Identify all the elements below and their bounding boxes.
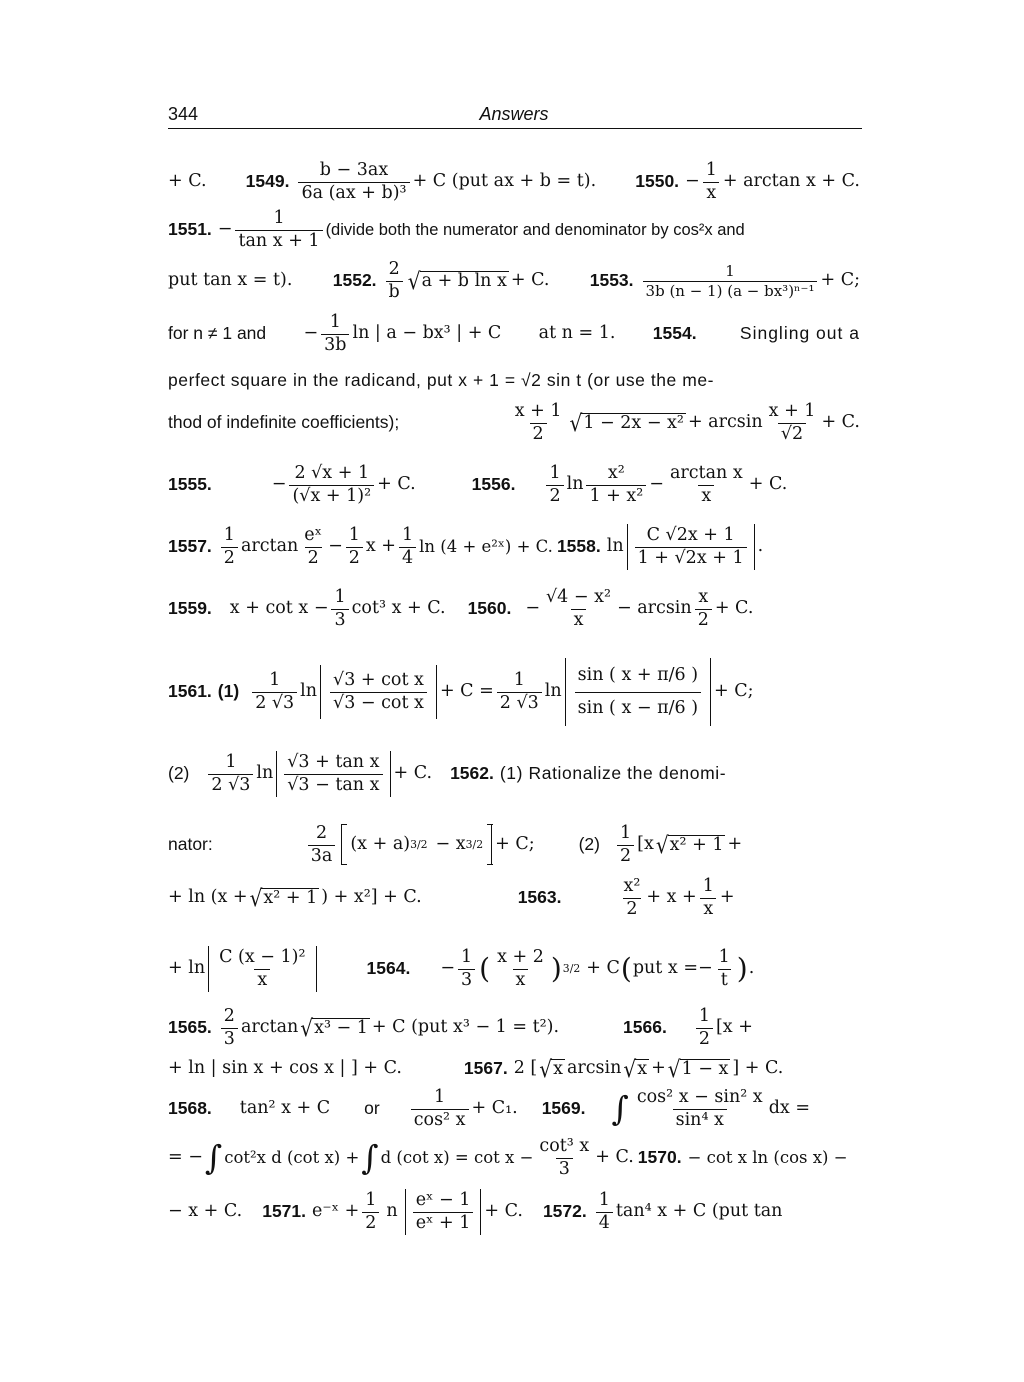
answer-number: 1568.: [168, 1098, 212, 1119]
text: + C.: [595, 1147, 634, 1168]
denominator: tan x + 1: [235, 230, 322, 251]
denominator: b: [386, 281, 403, 302]
text: + C.: [484, 1201, 523, 1222]
line-17: [168, 1084, 860, 1134]
numerator: √3 + tan x: [287, 752, 380, 773]
denominator: eˣ + 1: [413, 1212, 474, 1233]
text: e⁻ˣ +: [312, 1201, 360, 1222]
fraction: [411, 1088, 469, 1130]
text: arcsin: [566, 1058, 622, 1079]
radicand: 1 − 2x − x²: [583, 412, 684, 433]
text: −: [697, 958, 713, 979]
radicand: a + b ln x: [421, 270, 507, 291]
text: (1): [217, 681, 240, 702]
answer-1549: [246, 161, 597, 203]
numerator: x + 1: [514, 401, 562, 422]
numerator: 1: [273, 208, 285, 229]
text: + C: [586, 958, 620, 979]
answer-number: 1561.: [168, 681, 212, 702]
text: (x + a): [350, 834, 411, 855]
text: −: [328, 536, 343, 557]
radicand: x³ − 1: [314, 1017, 368, 1038]
numerator: 2: [223, 1006, 235, 1027]
denominator: cos² x: [411, 1109, 469, 1130]
fraction: [321, 313, 349, 355]
fraction: [298, 161, 409, 203]
line-16: [168, 1054, 860, 1084]
line-6: [168, 396, 860, 450]
line-9: [168, 584, 860, 634]
text: + C₁.: [471, 1098, 518, 1119]
answer-number: 1558.: [556, 536, 601, 557]
text: ln (4 + e²ˣ) + C.: [419, 536, 553, 556]
numerator: 1: [549, 463, 561, 484]
numerator: 1: [401, 525, 414, 546]
numerator: x + 1: [768, 401, 816, 422]
text: + ln | sin x + cos x | ] + C.: [168, 1058, 402, 1079]
denominator: 1 + √2x + 1: [635, 547, 747, 568]
denominator: 2 √3: [208, 774, 253, 795]
running-head: Answers: [479, 104, 549, 124]
numerator: √3 + cot x: [333, 670, 424, 691]
fraction: [252, 671, 297, 713]
fraction: [696, 1007, 713, 1049]
answer-1550: [635, 161, 860, 203]
denominator: √2: [778, 423, 806, 444]
text: nator:: [168, 834, 213, 855]
line-7: [168, 458, 860, 512]
fraction: [543, 588, 614, 630]
fraction: [766, 402, 819, 444]
fraction: [308, 824, 336, 866]
text: at n = 1.: [538, 323, 616, 344]
line-11: [168, 746, 860, 802]
text: arctan: [240, 536, 299, 557]
fraction: [617, 824, 634, 866]
answer-1553: [590, 263, 860, 299]
text: +: [727, 834, 743, 855]
denominator: t: [718, 969, 731, 990]
numerator: 1: [365, 1190, 377, 1211]
text: + arctan x + C.: [722, 171, 860, 192]
fraction: [546, 464, 563, 506]
square-root: √ x³ − 1: [300, 1014, 368, 1042]
fraction: [289, 464, 374, 506]
text: tan² x + C: [239, 1098, 331, 1119]
text: (2): [578, 834, 600, 855]
numerator: 1: [348, 525, 360, 546]
answer-1552: [333, 260, 550, 302]
square-root: √ x² + 1: [249, 884, 318, 912]
denominator: √3 − tan x: [284, 774, 382, 795]
line-8: [168, 518, 860, 576]
text: +: [719, 887, 735, 908]
text: + C.: [748, 474, 788, 495]
text: + x +: [646, 887, 697, 908]
text: cot²x d (cot x) +: [224, 1147, 360, 1167]
fraction: [221, 1007, 238, 1049]
numerator: x²: [623, 876, 641, 897]
numerator: x + 2: [497, 947, 544, 968]
text: = −: [168, 1147, 203, 1168]
text: or: [364, 1098, 380, 1119]
answer-number: 1553.: [589, 270, 634, 291]
radicand: x² + 1: [669, 834, 724, 855]
fraction: [346, 526, 363, 568]
numerator: 1: [718, 947, 730, 968]
denominator: 4: [399, 547, 416, 568]
numerator: 1: [620, 823, 632, 844]
absolute-value: [565, 658, 711, 726]
fraction: [643, 263, 818, 299]
fraction: [586, 464, 646, 506]
text: [x +: [715, 1017, 753, 1038]
denominator: 2: [362, 1212, 379, 1233]
text: + C;: [495, 834, 535, 855]
denominator: x: [700, 898, 716, 919]
text: + C (put ax + b = t).: [412, 171, 597, 192]
fraction: [700, 877, 717, 919]
line-4: [168, 312, 860, 356]
fraction: [216, 948, 308, 990]
fraction: [494, 948, 547, 990]
fraction: [331, 588, 348, 630]
square-root: √ a + b ln x: [407, 267, 507, 295]
line-15: [168, 1004, 860, 1052]
line-14: + ln $\frac{\text{C (x − 1)²}}{x}$ 1564. − $\frac{1}{3}$ ( $\frac{x + 2}{x}$ ) 3/2 + C ( put x = − $\frac{1}{t}$ ) .: [168, 936, 860, 1002]
text: arctan: [240, 1017, 299, 1038]
text: for n ≠ 1 and: [168, 323, 267, 344]
text: −: [525, 598, 541, 619]
text: + C.: [510, 270, 550, 291]
fraction: [716, 948, 733, 990]
text: ln: [256, 763, 274, 784]
text: −: [303, 323, 319, 344]
text: dx =: [768, 1098, 810, 1119]
numerator: 1: [698, 1006, 710, 1027]
text: ln: [566, 474, 584, 495]
square-root: √ x: [539, 1055, 563, 1083]
bracket-expression: [341, 825, 492, 864]
text: + C;: [820, 270, 860, 291]
line-2: [168, 208, 860, 252]
text: + C.: [168, 171, 207, 192]
fraction: [399, 526, 416, 568]
denominator: √3 − cot x: [330, 692, 427, 713]
integral-sign: ∫: [361, 1138, 379, 1178]
numerator: 1: [702, 876, 714, 897]
denominator: x: [571, 609, 587, 630]
fraction: [362, 1191, 379, 1233]
text: Singling out a: [739, 323, 860, 344]
text: perfect square in the radicand, put x + 1 = √2 sin t (or use the me-: [168, 370, 715, 391]
text: + ln (x +: [168, 887, 248, 908]
answer-number: 1570.: [637, 1147, 682, 1168]
denominator: (√x + 1)²: [289, 485, 374, 506]
denominator: 2: [221, 547, 238, 568]
integral-sign: ∫: [204, 1138, 223, 1178]
line-18: [168, 1132, 860, 1184]
fraction: [497, 671, 542, 713]
exponent: 3/2: [562, 962, 581, 976]
fraction: [575, 666, 701, 718]
numerator: √4 − x²: [546, 587, 611, 608]
square-root: √ x² + 1: [655, 831, 724, 859]
text: ln | a − bx³ | + C: [352, 323, 502, 344]
fraction: [703, 161, 720, 203]
denominator: x: [698, 485, 714, 506]
text: .: [748, 958, 755, 979]
denominator: 2 √3: [252, 692, 297, 713]
fraction: [235, 209, 322, 251]
answer-number: 1557.: [168, 536, 212, 557]
numerator: 1: [725, 262, 735, 280]
exponent: 3/2: [465, 838, 484, 852]
fraction: [667, 464, 746, 506]
fraction: [386, 260, 403, 302]
text: (divide both the numerator and denominator by cos²x and: [325, 220, 745, 239]
fraction: [695, 588, 712, 630]
denominator: 2: [617, 845, 634, 866]
denominator: 3b: [321, 334, 349, 355]
text: cot³ x + C.: [351, 598, 446, 619]
text: x +: [365, 536, 396, 557]
denominator: 4: [596, 1212, 613, 1233]
fraction: [413, 1191, 474, 1233]
answer-number: 1554.: [652, 323, 697, 344]
exponent: 3/2: [410, 838, 428, 852]
denominator: x: [703, 182, 719, 203]
text: + C.: [393, 763, 433, 784]
answer-number: 1569.: [541, 1098, 586, 1119]
numerator: 1: [434, 1087, 446, 1108]
answer-number: 1571.: [262, 1201, 307, 1222]
square-root: √ 1 − 2x − x²: [569, 409, 684, 437]
text: + C (put x³ − 1 = t²).: [371, 1017, 560, 1038]
text: d (cot x) = cot x −: [380, 1147, 534, 1167]
denominator: sin ( x − π/6 ): [575, 692, 701, 718]
answer-number: 1563.: [517, 887, 562, 908]
page-number: 344: [168, 104, 199, 124]
line-19: [168, 1184, 860, 1240]
denominator: sin⁴ x: [673, 1109, 727, 1130]
text: ln: [606, 536, 624, 557]
numerator: arctan x: [669, 463, 743, 484]
fraction: [596, 1191, 613, 1233]
denominator: 6a (ax + b)³: [298, 182, 409, 203]
text: −: [440, 958, 455, 979]
text: ln: [544, 681, 562, 702]
denominator: 2: [305, 547, 322, 568]
square-root: √ 1 − x: [667, 1055, 729, 1083]
fraction: [620, 877, 643, 919]
numerator: 1: [705, 160, 717, 181]
line-13: [168, 870, 860, 926]
denominator: 2: [695, 609, 712, 630]
numerator: sin ( x + π/6 ): [577, 665, 699, 686]
text: + C.: [714, 598, 754, 619]
text: + ln: [168, 958, 206, 979]
text: put x =: [632, 958, 698, 979]
text: + C =: [439, 681, 494, 702]
numerator: b − 3ax: [319, 160, 389, 181]
numerator: x²: [607, 463, 625, 484]
header-rule: [168, 128, 862, 129]
absolute-value: [627, 524, 755, 570]
text: − x + C.: [168, 1201, 243, 1222]
denominator: 3: [458, 969, 475, 990]
denominator: 3a: [308, 845, 336, 866]
radicand: x² + 1: [263, 887, 318, 908]
numerator: C √2x + 1: [646, 525, 735, 546]
text: −: [685, 171, 700, 192]
denominator: 2: [546, 485, 563, 506]
expression: [509, 402, 860, 444]
denominator: 3: [331, 609, 348, 630]
expression: [303, 313, 501, 355]
fraction: [301, 526, 325, 568]
text: n: [386, 1201, 398, 1222]
denominator: x: [513, 969, 529, 990]
answer-number: 1551.: [168, 219, 212, 240]
line-5: [168, 368, 860, 394]
numerator: 2 √x + 1: [294, 463, 370, 484]
text: .: [757, 536, 764, 557]
text: + C.: [821, 412, 860, 433]
answer-number: 1550.: [635, 171, 680, 192]
numerator: 1: [329, 312, 341, 333]
text: ] + C.: [732, 1058, 784, 1079]
numerator: 1: [460, 947, 473, 968]
line-3: [168, 258, 860, 304]
denominator: 2 √3: [497, 692, 542, 713]
denominator: 2: [346, 547, 363, 568]
text: − cot x ln (cos x) −: [687, 1147, 848, 1167]
radicand: 1 − x: [681, 1058, 729, 1079]
text: −: [649, 474, 664, 495]
numerator: 1: [269, 670, 281, 691]
numerator: eˣ − 1: [415, 1190, 471, 1211]
fraction: [634, 1088, 766, 1130]
denominator: 1 + x²: [586, 485, 646, 506]
fraction: [221, 526, 238, 568]
fraction: [458, 948, 475, 990]
answer-number: 1564.: [366, 958, 411, 979]
absolute-value: [208, 946, 316, 992]
text: −: [217, 219, 233, 240]
absolute-value: [276, 751, 390, 797]
integral-sign: ∫: [611, 1089, 629, 1129]
numerator: 2: [315, 823, 328, 844]
text: +: [651, 1058, 666, 1079]
denominator: 3b (n − 1) (a − bx³)ⁿ⁻¹: [643, 281, 818, 300]
numerator: 1: [223, 525, 235, 546]
answer-number: 1560.: [467, 598, 512, 619]
numerator: 1: [598, 1190, 610, 1211]
text: − x: [435, 834, 466, 855]
answer-number: 1565.: [168, 1017, 212, 1038]
square-root: √ x: [623, 1055, 648, 1083]
numerator: x: [698, 587, 709, 608]
text: ln: [300, 681, 318, 702]
answer-number: 1552.: [332, 270, 377, 291]
fraction: [512, 402, 565, 444]
text: [x: [637, 834, 654, 855]
absolute-value: [405, 1189, 482, 1235]
numerator: cos² x − sin² x: [636, 1087, 763, 1108]
text: 2 [: [513, 1058, 538, 1079]
numerator: 1: [513, 670, 525, 691]
numerator: cot³ x: [539, 1136, 590, 1157]
numerator: 1: [225, 752, 237, 773]
answer-number: 1567.: [463, 1058, 508, 1079]
answer-number: 1562.: [450, 763, 494, 784]
answer-number: 1572.: [542, 1201, 587, 1222]
fraction: [536, 1137, 592, 1179]
numerator: eˣ: [304, 525, 323, 546]
line-12: [168, 812, 860, 878]
denominator: 3: [221, 1028, 238, 1049]
text: x + cot x −: [229, 598, 329, 619]
text: tan⁴ x + C (put tan: [615, 1201, 783, 1222]
denominator: x: [254, 969, 270, 990]
text: (1) Rationalize the denomi-: [499, 763, 727, 784]
radicand: x: [637, 1058, 648, 1079]
denominator: 2: [623, 898, 640, 919]
absolute-value: [320, 665, 437, 719]
text: + C;: [714, 681, 754, 702]
text: (2): [168, 763, 190, 784]
denominator: 3: [556, 1158, 573, 1179]
fraction: [284, 753, 382, 795]
answer-number: 1556.: [471, 474, 516, 495]
text: thod of indefinite coefficients);: [168, 412, 400, 433]
answer-number: 1566.: [623, 1017, 667, 1038]
text: − arcsin: [617, 598, 692, 619]
answer-number: 1549.: [245, 171, 290, 192]
answer-number: 1555.: [168, 474, 212, 495]
fraction: [635, 526, 747, 568]
page-header: [168, 100, 860, 130]
text: put tan x = t).: [168, 270, 293, 291]
answer-number: 1559.: [168, 598, 212, 619]
text: ) + x²] + C.: [321, 887, 422, 908]
denominator: 2: [696, 1028, 713, 1049]
radicand: x: [553, 1058, 563, 1079]
fraction: [330, 671, 427, 713]
numerator: C (x − 1)²: [219, 947, 306, 968]
text: + C.: [377, 474, 416, 495]
numerator: 2: [388, 259, 400, 280]
line-10: [168, 640, 860, 744]
line-1: [168, 160, 860, 204]
text: + arcsin: [687, 412, 763, 433]
denominator: 2: [530, 423, 547, 444]
text: −: [271, 474, 287, 495]
numerator: 1: [334, 587, 346, 608]
fraction: [208, 753, 253, 795]
